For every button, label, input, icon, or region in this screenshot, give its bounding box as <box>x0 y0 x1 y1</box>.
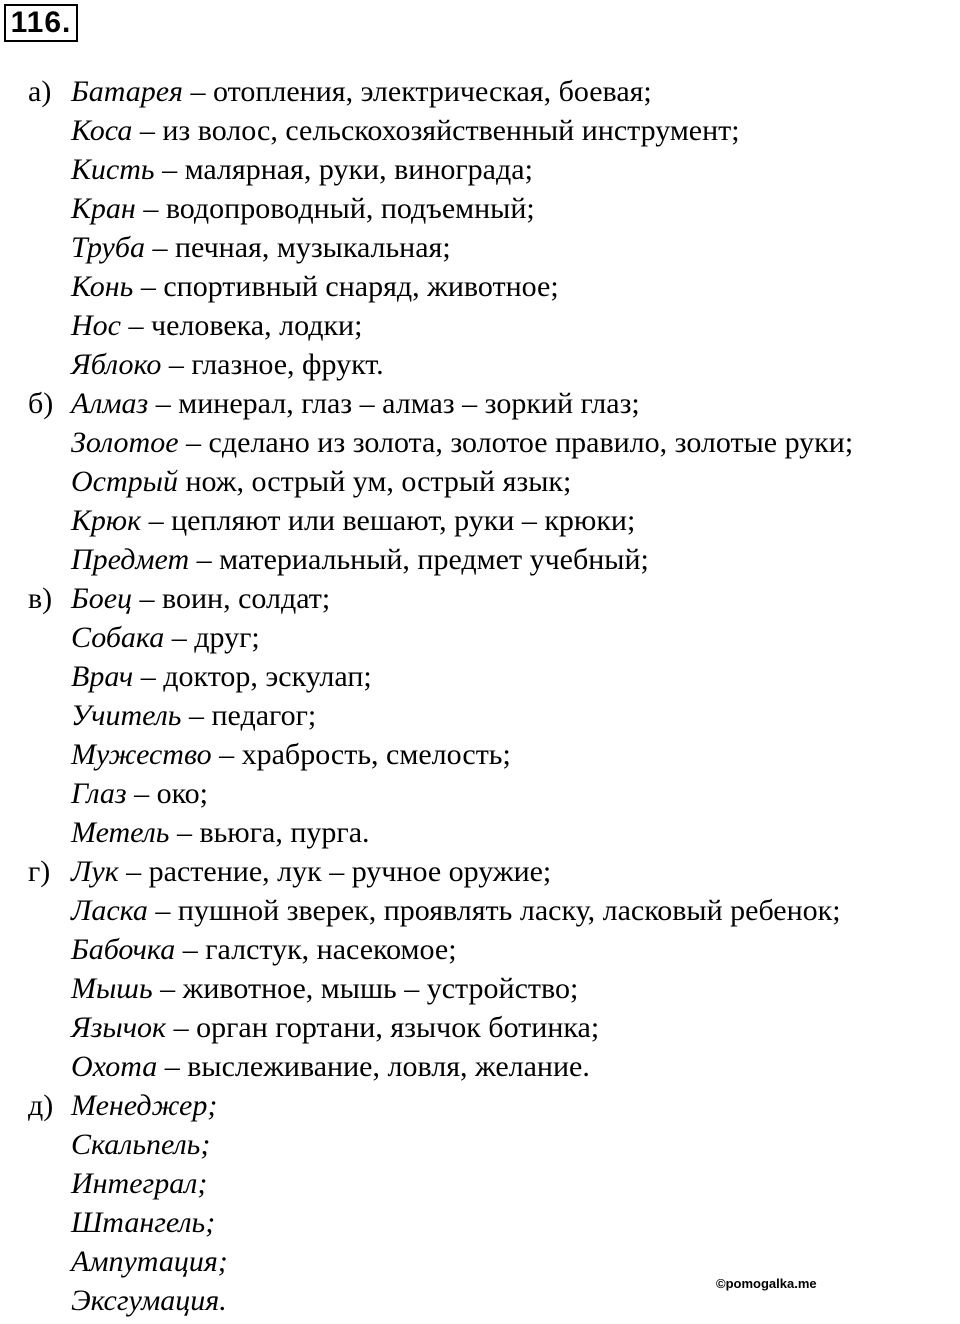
entry-description: – глазное, фрукт. <box>161 348 384 381</box>
entry-line <box>71 1047 958 1086</box>
answer-section <box>28 1086 958 1320</box>
entry-term: Крюк <box>71 504 142 537</box>
entry-line <box>71 735 958 774</box>
entry-term: Нос <box>71 309 121 342</box>
section-marker: г) <box>28 855 51 888</box>
entry-term: Алмаз <box>71 387 149 420</box>
entry-line <box>71 228 958 267</box>
entry-description: – спортивный снаряд, животное; <box>133 270 559 303</box>
entry-line <box>71 150 958 189</box>
entry-term: Кран <box>71 192 136 225</box>
entry-term: Золотое <box>71 426 179 459</box>
entry-description: – водопроводный, подъемный; <box>135 192 535 225</box>
entry-term: Батарея <box>71 75 183 108</box>
task-number: 116. <box>4 4 78 42</box>
entry-line <box>71 852 958 891</box>
entry-description: – цепляют или вешают, руки – крюки; <box>141 504 636 537</box>
entry-description: – человека, лодки; <box>120 309 363 342</box>
entry-line <box>71 969 958 1008</box>
section-entries <box>71 72 958 384</box>
watermark: ©pomogalka.me <box>716 1276 817 1291</box>
entry-line <box>71 423 958 462</box>
section-entries <box>71 852 958 1086</box>
entry-description: – воин, солдат; <box>132 582 331 615</box>
answer-section <box>28 852 958 1086</box>
entry-term: Предмет <box>71 543 190 576</box>
entry-description: – доктор, эскулап; <box>133 660 372 693</box>
entry-line <box>71 696 958 735</box>
entry-term: Яблоко <box>71 348 162 381</box>
entry-term: Лук <box>71 855 119 888</box>
entry-line <box>71 1242 958 1281</box>
entry-line <box>71 540 958 579</box>
entry-line <box>71 1086 958 1125</box>
entry-description: – отопления, электрическая, боевая; <box>183 75 652 108</box>
entry-line <box>71 306 958 345</box>
entry-term: Собака <box>71 621 165 654</box>
section-marker: а) <box>28 75 52 108</box>
entry-description: нож, острый ум, острый язык; <box>177 465 572 498</box>
entry-term: Ласка <box>71 894 148 927</box>
entry-term: Труба <box>71 231 145 264</box>
entry-term: Конь <box>71 270 134 303</box>
entry-term: Штангель; <box>71 1206 216 1239</box>
entry-line <box>71 111 958 150</box>
entry-line <box>71 930 958 969</box>
entry-description: – малярная, руки, винограда; <box>154 153 533 186</box>
entry-term: Метель <box>71 816 170 849</box>
entry-line <box>71 267 958 306</box>
entry-term: Боец <box>71 582 133 615</box>
entry-term: Острый <box>71 465 178 498</box>
entry-line <box>71 774 958 813</box>
section-entries <box>71 384 958 579</box>
entry-description: – животное, мышь – устройство; <box>152 972 579 1005</box>
entry-description: – друг; <box>164 621 260 654</box>
answer-section <box>28 579 958 852</box>
section-entries <box>71 579 958 852</box>
entry-term: Скальпель; <box>71 1128 211 1161</box>
entry-description: – выслеживание, ловля, желание. <box>157 1050 590 1083</box>
entry-description: – око; <box>126 777 209 810</box>
entry-line <box>71 501 958 540</box>
entry-description: – сделано из золота, золотое правило, золотые руки; <box>178 426 854 459</box>
entry-description: – пушной зверек, проявлять ласку, ласковый ребенок; <box>147 894 841 927</box>
section-marker: д) <box>28 1089 54 1122</box>
entry-description: – печная, музыкальная; <box>144 231 451 264</box>
entry-term: Мужество <box>71 738 212 771</box>
entry-term: Коса <box>71 114 133 147</box>
entry-term: Бабочка <box>71 933 176 966</box>
entry-line <box>71 345 958 384</box>
section-marker: б) <box>28 387 54 420</box>
entry-description: – минерал, глаз – алмаз – зоркий глаз; <box>148 387 640 420</box>
entry-line <box>71 579 958 618</box>
entry-term: Менеджер; <box>71 1089 218 1122</box>
entry-description: – растение, лук – ручное оружие; <box>118 855 552 888</box>
entry-line <box>71 657 958 696</box>
entry-term: Врач <box>71 660 134 693</box>
entry-line <box>71 813 958 852</box>
entry-term: Кисть <box>71 153 155 186</box>
entry-description: – храбрость, смелость; <box>211 738 511 771</box>
entry-line <box>71 1203 958 1242</box>
entry-description: – педагог; <box>181 699 317 732</box>
entry-line <box>71 1281 958 1320</box>
section-entries <box>71 1086 958 1320</box>
entry-term: Язычок <box>71 1011 167 1044</box>
entry-line <box>71 891 958 930</box>
answer-list <box>28 72 958 1320</box>
entry-line <box>71 72 958 111</box>
entry-line <box>71 618 958 657</box>
section-marker: в) <box>28 582 53 615</box>
entry-description: – галстук, насекомое; <box>175 933 457 966</box>
entry-description: – из волос, сельскохозяйственный инструмент; <box>132 114 740 147</box>
entry-line <box>71 462 958 501</box>
entry-description: – орган гортани, язычок ботинка; <box>166 1011 600 1044</box>
entry-term: Мышь <box>71 972 153 1005</box>
entry-line <box>71 1008 958 1047</box>
entry-term: Интеграл; <box>71 1167 208 1200</box>
entry-line <box>71 189 958 228</box>
entry-line <box>71 1125 958 1164</box>
entry-term: Ампутация; <box>71 1245 228 1278</box>
answer-section <box>28 72 958 384</box>
entry-term: Учитель <box>71 699 182 732</box>
answer-section <box>28 384 958 579</box>
entry-term: Охота <box>71 1050 158 1083</box>
entry-line <box>71 384 958 423</box>
entry-description: – вьюга, пурга. <box>169 816 370 849</box>
entry-term: Эксгумация. <box>71 1284 227 1317</box>
entry-line <box>71 1164 958 1203</box>
entry-term: Глаз <box>71 777 127 810</box>
entry-description: – материальный, предмет учебный; <box>189 543 649 576</box>
